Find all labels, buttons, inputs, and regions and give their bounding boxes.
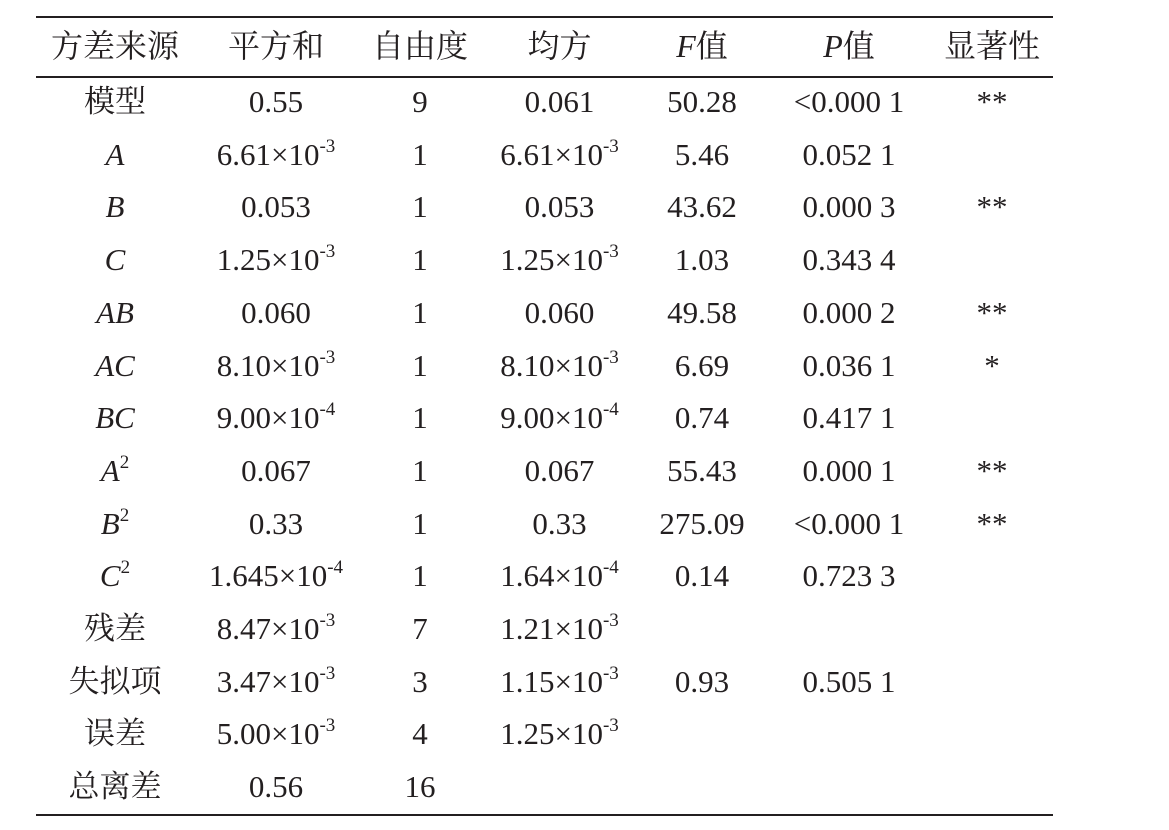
cell-source: [36, 451, 194, 491]
anova-table: [36, 0, 1053, 830]
exponent: -3: [602, 663, 619, 684]
cell-p-value-text: 0.417 1: [802, 400, 896, 435]
cell-df: [358, 346, 482, 386]
exponent: -3: [602, 715, 619, 736]
cell-mean-square: [482, 504, 637, 544]
cell-f-value: [637, 240, 767, 280]
cell-sum-of-squares: [194, 346, 358, 386]
header-p-symbol: P: [823, 28, 843, 64]
cell-f-value: [637, 451, 767, 491]
cell-source: [36, 504, 194, 544]
cell-significance-text: **: [976, 295, 1008, 330]
cell-mean-square: [482, 240, 637, 280]
cell-source-text: 残差: [84, 611, 146, 646]
cell-sum-of-squares: [194, 767, 358, 807]
cell-mean-square: [482, 451, 637, 491]
exponent: -3: [319, 136, 336, 157]
cell-p-value-text: 0.000 2: [802, 295, 896, 330]
cell-sum-of-squares: [194, 135, 358, 175]
cell-sum-of-squares: [194, 609, 358, 649]
cell-significance: [931, 451, 1053, 491]
cell-sum-of-squares: [194, 714, 358, 754]
exponent: -4: [602, 557, 619, 578]
cell-significance: [931, 187, 1053, 227]
cell-df-text: 1: [412, 242, 428, 277]
cell-df-text: 16: [404, 769, 436, 804]
exponent: 2: [119, 452, 130, 473]
cell-significance: [931, 293, 1053, 333]
cell-sum-of-squares: [194, 187, 358, 227]
cell-source: [36, 714, 194, 754]
cell-source: [36, 662, 194, 702]
cell-f-value-text: 5.46: [674, 137, 730, 172]
exponent: 2: [120, 557, 131, 578]
cell-f-value: [637, 82, 767, 122]
cell-sum-of-squares: [194, 662, 358, 702]
cell-mean-square: [482, 609, 637, 649]
cell-significance: [931, 346, 1053, 386]
cell-f-value-text: 50.28: [667, 84, 737, 119]
header-p-value: [767, 26, 931, 66]
cell-p-value: [767, 135, 931, 175]
cell-source: [36, 767, 194, 807]
cell-df: [358, 240, 482, 280]
cell-df-text: 1: [412, 295, 428, 330]
cell-df-text: 7: [412, 611, 428, 646]
cell-df: [358, 556, 482, 596]
cell-f-value-text: 0.14: [674, 558, 730, 593]
cell-p-value: [767, 240, 931, 280]
cell-sum-of-squares-text: 0.053: [241, 189, 311, 224]
header-significance: [931, 26, 1053, 66]
cell-mean-square-text: 0.053: [524, 189, 595, 224]
mantissa: 1.64×10: [500, 558, 603, 593]
header-f-symbol: F: [676, 28, 696, 64]
cell-f-value-text: 49.58: [667, 295, 737, 330]
cell-significance-text: **: [976, 453, 1008, 488]
cell-f-value: [637, 187, 767, 227]
mantissa: 6.61×10: [500, 137, 603, 172]
mantissa: 1.25×10: [500, 242, 603, 277]
cell-f-value-text: 275.09: [659, 506, 745, 541]
cell-significance-text: **: [976, 189, 1008, 224]
cell-f-value: [637, 135, 767, 175]
cell-significance: [931, 82, 1053, 122]
cell-p-value-text: 0.343 4: [802, 242, 896, 277]
mantissa: 3.47×10: [216, 664, 320, 699]
cell-sum-of-squares-text: 0.067: [241, 453, 311, 488]
cell-sum-of-squares-text: 0.55: [248, 84, 304, 119]
cell-mean-square-text: 0.060: [524, 295, 595, 330]
cell-p-value-text: 0.723 3: [802, 558, 896, 593]
cell-mean-square: [482, 82, 637, 122]
cell-p-value: [767, 504, 931, 544]
top-rule: [36, 16, 1053, 18]
exponent: -3: [602, 347, 619, 368]
cell-df-text: 1: [412, 137, 428, 172]
mantissa: 1.25×10: [500, 716, 603, 751]
cell-p-value-text: 0.000 3: [802, 189, 896, 224]
factor-symbol: A: [100, 453, 120, 488]
cell-mean-square: [482, 662, 637, 702]
header-p-label: 值: [842, 28, 875, 64]
cell-source-text: 失拟项: [68, 664, 162, 699]
cell-significance: [931, 504, 1053, 544]
exponent: -4: [319, 399, 336, 420]
cell-df-text: 4: [412, 716, 428, 751]
cell-f-value: [637, 346, 767, 386]
cell-f-value: [637, 556, 767, 596]
cell-mean-square: [482, 187, 637, 227]
cell-f-value-text: 0.93: [674, 664, 730, 699]
cell-mean-square: [482, 714, 637, 754]
header-degrees-of-freedom: [358, 26, 482, 66]
cell-df: [358, 398, 482, 438]
factor-symbol: AC: [95, 348, 135, 383]
factor-symbol: C: [99, 558, 121, 593]
cell-df: [358, 187, 482, 227]
exponent: -3: [319, 347, 336, 368]
header-significance-label: 显著性: [943, 28, 1040, 64]
cell-mean-square-text: 0.33: [532, 506, 587, 541]
exponent: -4: [602, 399, 619, 420]
header-mean-square-label: 均方: [527, 28, 592, 64]
exponent: -4: [327, 557, 344, 578]
cell-df: [358, 504, 482, 544]
exponent: -3: [602, 136, 619, 157]
cell-p-value-text: <0.000 1: [793, 506, 905, 541]
cell-p-value: [767, 346, 931, 386]
cell-df-text: 9: [412, 84, 428, 119]
cell-f-value-text: 6.69: [674, 348, 730, 383]
cell-f-value: [637, 293, 767, 333]
cell-sum-of-squares: [194, 398, 358, 438]
cell-source: [36, 187, 194, 227]
exponent: -3: [319, 241, 336, 262]
cell-df: [358, 609, 482, 649]
factor-symbol: AB: [96, 295, 134, 330]
cell-df-text: 1: [412, 400, 428, 435]
cell-p-value: [767, 556, 931, 596]
mantissa: 9.00×10: [500, 400, 603, 435]
mantissa: 1.25×10: [216, 242, 320, 277]
cell-source-text: 模型: [84, 84, 146, 119]
cell-sum-of-squares: [194, 451, 358, 491]
cell-mean-square: [482, 135, 637, 175]
cell-sum-of-squares-text: 0.56: [248, 769, 304, 804]
cell-source-text: 总离差: [68, 769, 162, 804]
cell-p-value: [767, 187, 931, 227]
cell-p-value-text: 0.052 1: [802, 137, 896, 172]
mantissa: 6.61×10: [216, 137, 320, 172]
factor-symbol: C: [104, 242, 126, 277]
mantissa: 1.15×10: [500, 664, 603, 699]
cell-source: [36, 346, 194, 386]
mantissa: 8.10×10: [216, 348, 320, 383]
mantissa: 1.21×10: [500, 611, 603, 646]
cell-f-value: [637, 398, 767, 438]
cell-p-value-text: 0.036 1: [802, 348, 896, 383]
factor-symbol: B: [105, 189, 125, 224]
exponent: -3: [319, 610, 336, 631]
cell-p-value: [767, 398, 931, 438]
cell-mean-square: [482, 293, 637, 333]
cell-mean-square-text: 0.061: [524, 84, 595, 119]
cell-mean-square: [482, 346, 637, 386]
cell-f-value-text: 55.43: [667, 453, 737, 488]
cell-p-value-text: <0.000 1: [793, 84, 905, 119]
cell-df-text: 3: [412, 664, 428, 699]
cell-df: [358, 82, 482, 122]
cell-source: [36, 240, 194, 280]
cell-sum-of-squares: [194, 504, 358, 544]
cell-df: [358, 662, 482, 702]
header-df-label: 自由度: [371, 28, 468, 64]
cell-df: [358, 714, 482, 754]
cell-df-text: 1: [412, 453, 428, 488]
cell-significance-text: *: [984, 348, 1000, 383]
cell-p-value-text: 0.505 1: [802, 664, 896, 699]
cell-df-text: 1: [412, 189, 428, 224]
header-sum-of-squares-label: 平方和: [227, 28, 324, 64]
cell-sum-of-squares-text: 0.060: [241, 295, 311, 330]
exponent: -3: [319, 663, 336, 684]
cell-f-value: [637, 504, 767, 544]
cell-source: [36, 135, 194, 175]
cell-source: [36, 398, 194, 438]
cell-significance-text: **: [976, 84, 1008, 119]
header-rule: [36, 76, 1053, 78]
cell-source: [36, 609, 194, 649]
cell-sum-of-squares-text: 0.33: [248, 506, 304, 541]
exponent: 2: [119, 505, 130, 526]
factor-symbol: BC: [95, 400, 135, 435]
cell-df: [358, 135, 482, 175]
cell-f-value-text: 43.62: [667, 189, 737, 224]
cell-p-value: [767, 293, 931, 333]
cell-mean-square: [482, 398, 637, 438]
cell-source: [36, 293, 194, 333]
cell-sum-of-squares: [194, 293, 358, 333]
bottom-rule: [36, 814, 1053, 816]
cell-p-value: [767, 82, 931, 122]
cell-f-value-text: 0.74: [674, 400, 730, 435]
cell-p-value-text: 0.000 1: [802, 453, 896, 488]
header-source: [36, 26, 194, 66]
cell-source: [36, 556, 194, 596]
factor-symbol: A: [105, 137, 125, 172]
cell-mean-square: [482, 556, 637, 596]
exponent: -3: [602, 610, 619, 631]
cell-df-text: 1: [412, 348, 428, 383]
mantissa: 9.00×10: [216, 400, 320, 435]
cell-source-text: 误差: [84, 716, 146, 751]
cell-df-text: 1: [412, 506, 428, 541]
cell-df: [358, 767, 482, 807]
header-f-value: [637, 26, 767, 66]
mantissa: 1.645×10: [208, 558, 328, 593]
factor-symbol: B: [100, 506, 120, 541]
cell-sum-of-squares: [194, 240, 358, 280]
header-source-label: 方差来源: [50, 28, 179, 64]
cell-df-text: 1: [412, 558, 428, 593]
header-sum-of-squares: [194, 26, 358, 66]
cell-f-value: [637, 662, 767, 702]
header-mean-square: [482, 26, 637, 66]
mantissa: 8.10×10: [500, 348, 603, 383]
cell-source: [36, 82, 194, 122]
mantissa: 5.00×10: [216, 716, 320, 751]
cell-df: [358, 451, 482, 491]
cell-f-value-text: 1.03: [674, 242, 730, 277]
cell-sum-of-squares: [194, 556, 358, 596]
exponent: -3: [319, 715, 336, 736]
mantissa: 8.47×10: [216, 611, 320, 646]
cell-p-value: [767, 451, 931, 491]
cell-sum-of-squares: [194, 82, 358, 122]
cell-df: [358, 293, 482, 333]
header-f-label: 值: [695, 28, 728, 64]
cell-p-value: [767, 662, 931, 702]
cell-mean-square-text: 0.067: [524, 453, 595, 488]
cell-significance-text: **: [976, 506, 1008, 541]
exponent: -3: [602, 241, 619, 262]
